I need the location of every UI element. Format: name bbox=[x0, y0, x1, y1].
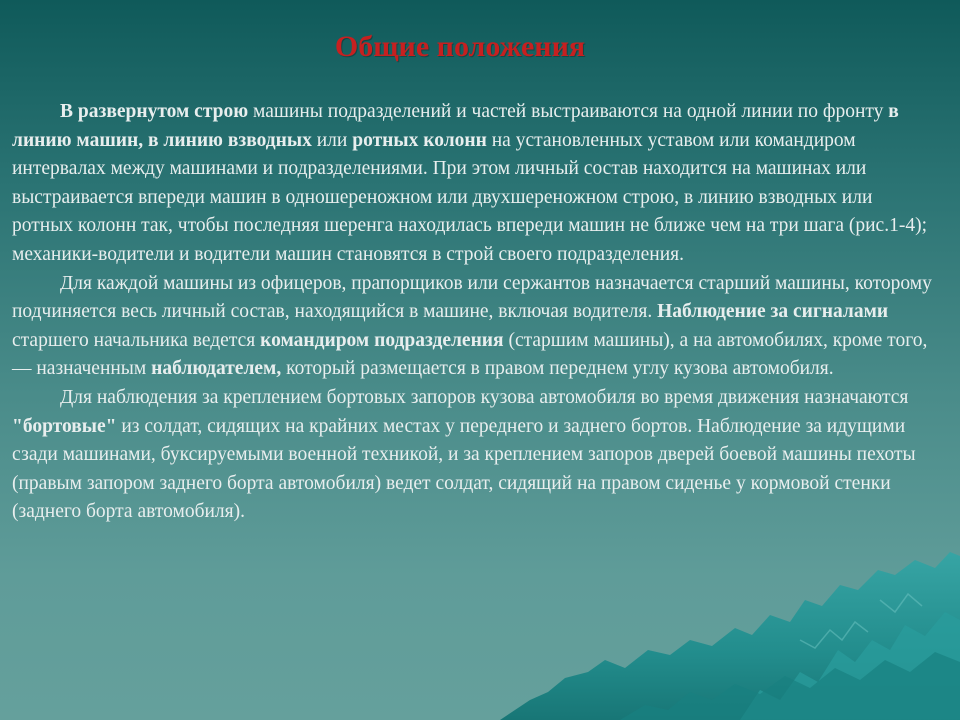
text-run: старшего начальника ведется bbox=[12, 329, 261, 351]
paragraph-vehicle-commander bbox=[12, 270, 937, 384]
bold-term: в линию машин, в линию взводных bbox=[12, 101, 899, 151]
body-text bbox=[12, 98, 937, 527]
slide-title: Общие положения bbox=[334, 30, 586, 63]
text-run: Для каждой машины из офицеров, прапорщиков или сержантов назначается старший машины, которому подчиняется весь личный состав, находящийся в машине, включая водителя. bbox=[12, 272, 932, 323]
bold-term: В развернутом строю bbox=[60, 101, 249, 122]
paragraph-side-observers bbox=[12, 384, 937, 527]
bold-term: "бортовые" bbox=[12, 415, 117, 437]
text-run: или bbox=[311, 129, 353, 151]
bold-term: Наблюдение за сигналами bbox=[657, 301, 889, 323]
text-run: на установленных уставом или командиром интервалах между машинами и подразделениями. При этом личный состав находится на машинах или выстраивается впереди машин в одношереножном или двухшереножном строю, в линию взводных или ротных колонн так, чтобы последняя шеренга находилась впереди машин не ближе чем на три шага (рис.1-4); механики-водители и водители машин становятся в строй своего подразделения. bbox=[12, 129, 927, 265]
bold-term: наблюдателем, bbox=[151, 358, 282, 380]
text-run: (старшим машины), а на автомобилях, кроме того, — назначенным bbox=[12, 329, 928, 380]
text-run: из солдат, сидящих на крайних местах у переднего и заднего бортов. Наблюдение за идущими сзади машинами, буксируемыми военной техникой, и за креплением запоров дверей боевой машины пехоты (правым запором заднего борта автомобиля) ведет солдат, сидящий на правом сиденье у кормовой стенки (заднего борта автомобиля). bbox=[12, 415, 916, 523]
text-run: Для наблюдения за креплением бортовых запоров кузова автомобиля во время движения назначаются bbox=[60, 386, 909, 408]
bold-term: командиром подразделения bbox=[260, 329, 504, 351]
bold-term: ротных колонн bbox=[352, 129, 487, 151]
paragraph-formation bbox=[12, 98, 937, 270]
text-run: который размещается в правом переднем углу кузова автомобиля. bbox=[281, 358, 834, 380]
text-run: машины подразделений и частей выстраиваются на одной линии по фронту bbox=[248, 101, 889, 122]
